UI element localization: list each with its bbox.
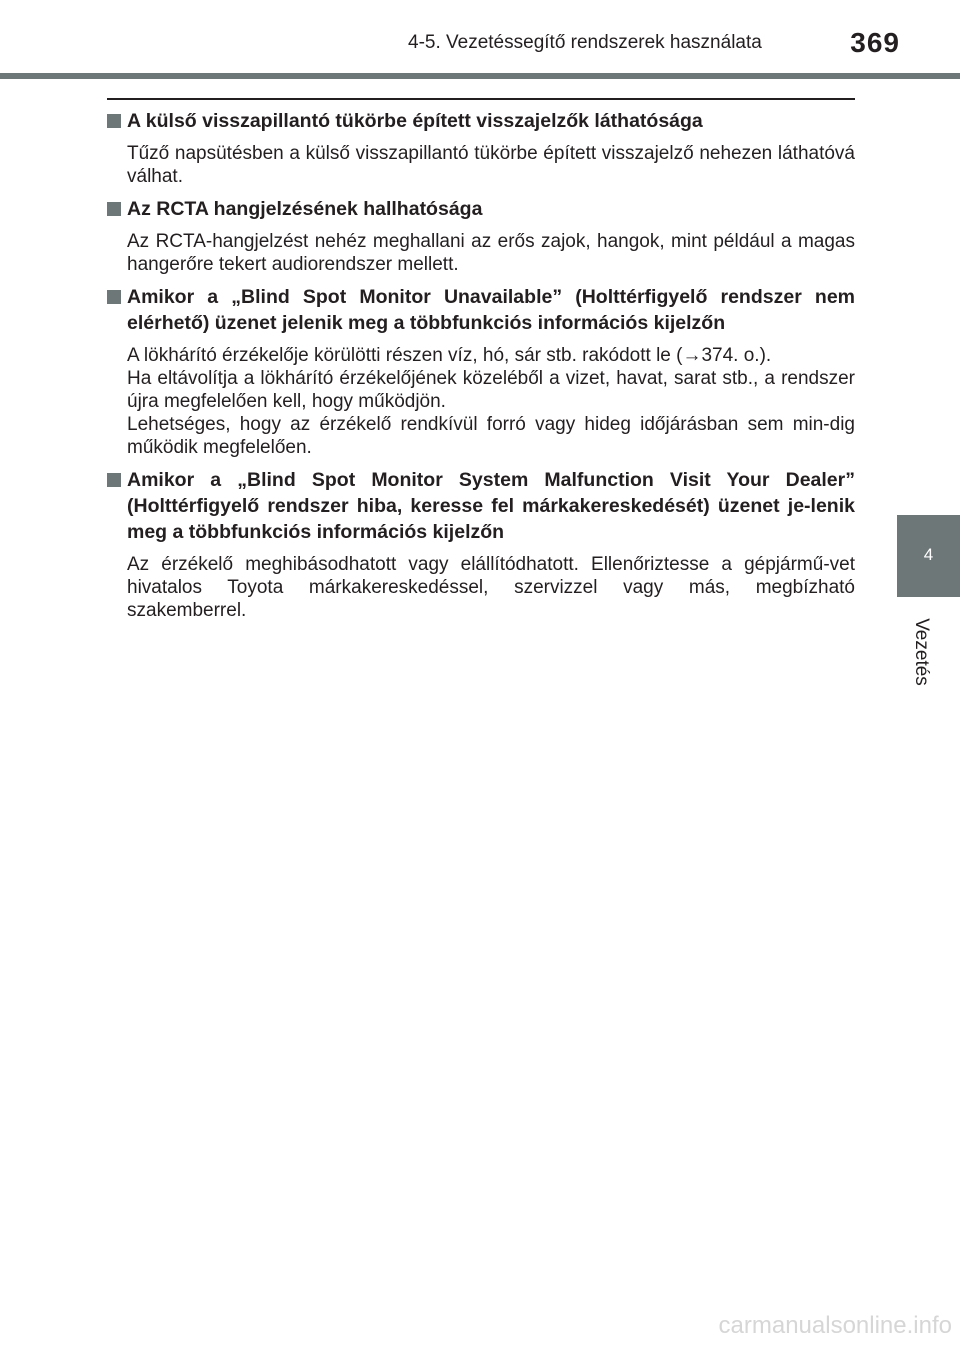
chapter-number: 4 [923,545,934,564]
watermark: carmanualsonline.info [718,1312,952,1339]
section-body [107,344,855,459]
section-heading-text: A külső visszapillantó tükörbe épített visszajelzők láthatósága [127,110,703,132]
section-bsm-unavailable [107,284,855,459]
header-rule [0,73,960,79]
section-heading [107,108,855,134]
square-bullet-icon [107,202,121,216]
section-heading-text: Az RCTA hangjelzésének hallhatósága [127,198,483,220]
section-bsm-malfunction [107,467,855,622]
square-bullet-icon [107,114,121,128]
section-body [107,230,855,276]
square-bullet-icon [107,290,121,304]
section-heading [107,467,855,545]
section-heading [107,196,855,222]
chapter-label: Vezetés [911,618,932,686]
page-number: 369 [850,27,900,58]
square-bullet-icon [107,473,121,487]
content-area [107,108,855,630]
paragraph: Tűző napsütésben a külső visszapillantó tükörbe épített visszajelző nehezen láthatóvá válhat. [127,143,855,187]
section-heading [107,284,855,336]
paragraph: Az RCTA-hangjelzést nehéz meghallani az erős zajok, hangok, mint például a magas hangerőre tekert audiorendszer mellett. [127,231,855,275]
section-body [107,142,855,188]
paragraph: Ha eltávolítja a lökhárító érzékelőjének közeléből a vizet, havat, sarat stb., a rendszer újra megfelelően kell, hogy működjön. [127,368,855,412]
content-top-rule [107,98,855,100]
running-header-title: 4-5. Vezetéssegítő rendszerek használata [408,32,762,53]
section-body [107,553,855,622]
paragraph: Az érzékelő meghibásodhatott vagy elállítódhatott. Ellenőriztesse a gépjármű-vet hivatalos Toyota márkakereskedéssel, szervizzel vagy más, megbízható szakemberrel. [127,554,855,621]
section-mirror-indicator-visibility [107,108,855,188]
section-heading-text: Amikor a „Blind Spot Monitor Unavailable” (Holttérfigyelő rendszer nem elérhető) üzenet jelenik meg a többfunkciós információs kijelzőn [127,286,855,334]
paragraph: Lehetséges, hogy az érzékelő rendkívül forró vagy hideg időjárásban sem min-dig működik megfelelően. [127,414,855,458]
paragraph: A lökhárító érzékelője körülötti részen víz, hó, sár stb. rakódott le (→374. o.). [127,345,772,366]
section-rcta-audibility [107,196,855,276]
chapter-tab[interactable] [897,515,960,597]
section-heading-text: Amikor a „Blind Spot Monitor System Malfunction Visit Your Dealer” (Holttérfigyelő rendszer hiba, keresse fel márkakereskedését) üzenet je-lenik meg a többfunkciós információs kijelzőn [127,469,855,543]
